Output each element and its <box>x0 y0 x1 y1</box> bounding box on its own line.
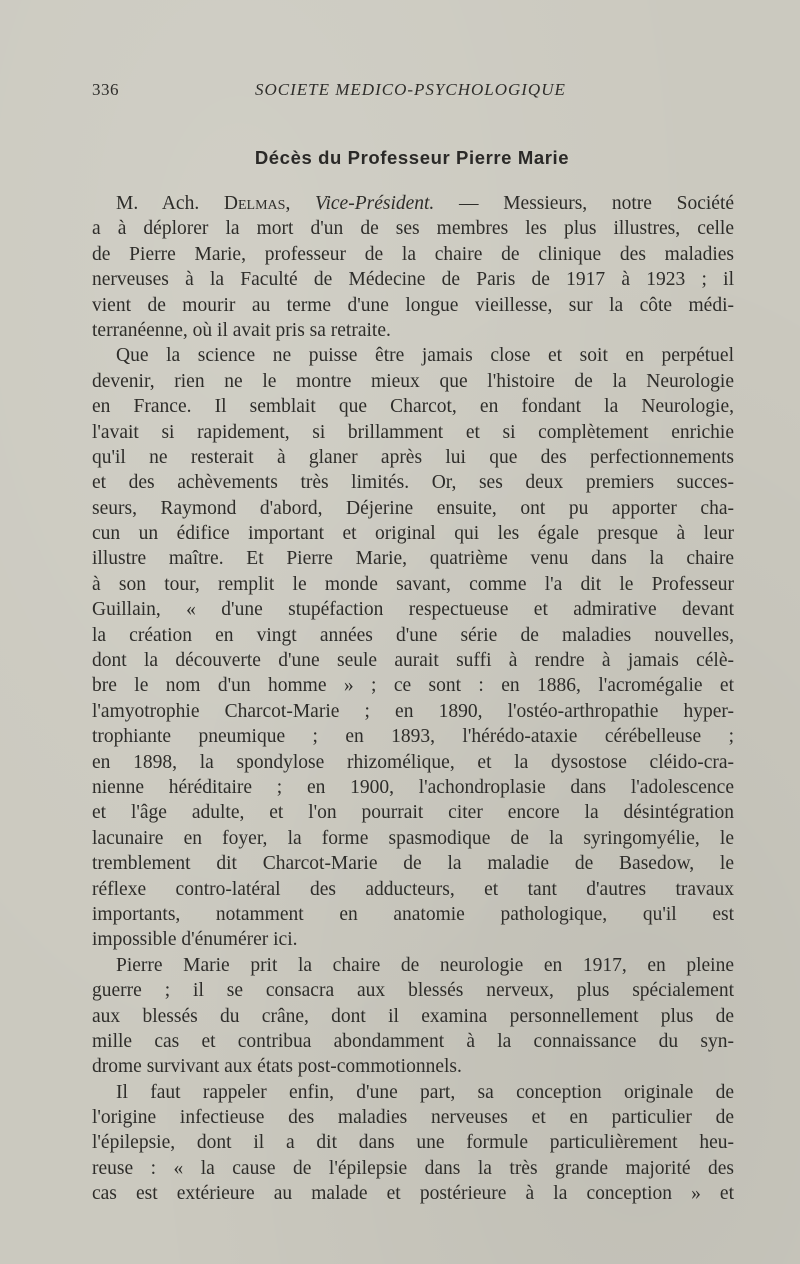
text-line: a à déplorer la mort d'un de ses membres les plus illustres, celle <box>92 218 734 240</box>
text-line: l'épilepsie, dont il a dit dans une formule particulièrement heu- <box>92 1132 734 1154</box>
text-line: aux blessés du crâne, dont il examina personnellement plus de <box>92 1005 734 1027</box>
opening-text: — Messieurs, notre Société <box>434 193 734 214</box>
text-line: à son tour, remplit le monde savant, comme l'a dit le Professeur <box>92 573 734 595</box>
text-line: drome survivant aux états post-commotionnels. <box>92 1056 462 1078</box>
speaker-name: Delmas <box>223 193 286 214</box>
text-line: bre le nom d'un homme » ; ce sont : en 1886, l'acromégalie et <box>92 675 734 697</box>
text-line: et des achèvements très limités. Or, ses deux premiers succes- <box>92 472 734 494</box>
text-line <box>92 191 734 216</box>
text-line: de Pierre Marie, professeur de la chaire de clinique des maladies <box>92 243 734 265</box>
text-line: l'avait si rapidement, si brillamment et si complètement enrichie <box>92 421 734 443</box>
text-line: nienne héréditaire ; en 1900, l'achondroplasie dans l'adolescence <box>92 776 734 798</box>
text-line: importants, notamment en anatomie pathologique, qu'il est <box>92 903 734 925</box>
journal-title: SOCIETE MEDICO-PSYCHOLOGIQUE <box>255 80 566 99</box>
text-line: nerveuses à la Faculté de Médecine de Paris de 1917 à 1923 ; il <box>92 269 734 291</box>
speaker-prefix: M. Ach. <box>116 193 224 214</box>
text-line: impossible d'énumérer ici. <box>92 929 298 951</box>
speaker-role: Vice-Président. <box>315 193 435 214</box>
text-line: réflexe contro-latéral des adducteurs, et tant d'autres travaux <box>92 878 734 900</box>
text-line: Que la science ne puisse être jamais close et soit en perpétuel <box>116 345 734 367</box>
text-line: qu'il ne resterait à glaner après lui que des perfectionnements <box>92 446 734 468</box>
text-line: l'origine infectieuse des maladies nerveuses et en particulier de <box>92 1107 734 1129</box>
text-line: trophiante pneumique ; en 1893, l'hérédo-ataxie cérébelleuse ; <box>92 726 734 748</box>
text-line: seurs, Raymond d'abord, Déjerine ensuite, ont pu apporter cha- <box>92 497 734 519</box>
page-number: 336 <box>92 80 119 99</box>
article-body <box>92 191 734 1207</box>
text-line: en 1898, la spondylose rhizomélique, et la dysostose cléido-cra- <box>92 751 734 773</box>
text-line: l'amyotrophie Charcot-Marie ; en 1890, l'ostéo-arthropathie hyper- <box>92 700 734 722</box>
text-line: Il faut rappeler enfin, d'une part, sa conception originale de <box>116 1081 734 1103</box>
text-line: devenir, rien ne le montre mieux que l'histoire de la Neurologie <box>92 370 734 392</box>
text-line: en France. Il semblait que Charcot, en fondant la Neurologie, <box>92 396 734 418</box>
text-line: terranéenne, où il avait pris sa retraite. <box>92 319 391 341</box>
text-line: guerre ; il se consacra aux blessés nerveux, plus spécialement <box>92 980 734 1002</box>
text-line: reuse : « la cause de l'épilepsie dans la très grande majorité des <box>92 1157 734 1179</box>
article-title: Décès du Professeur Pierre Marie <box>254 147 570 168</box>
text-line: dont la découverte d'une seule aurait suffi à rendre à jamais célè- <box>92 650 734 672</box>
text-line: et l'âge adulte, et l'on pourrait citer encore la désintégration <box>92 802 734 824</box>
running-head <box>92 80 732 106</box>
text-line: illustre maître. Et Pierre Marie, quatrième venu dans la chaire <box>92 548 734 570</box>
text-line: cun un édifice important et original qui les égale presque à leur <box>92 523 734 545</box>
text-line: cas est extérieure au malade et postérieure à la conception » et <box>92 1183 734 1205</box>
text-line: lacunaire en foyer, la forme spasmodique de la syringomyélie, le <box>92 827 734 849</box>
text-line: vient de mourir au terme d'une longue vieillesse, sur la côte médi- <box>92 294 734 316</box>
text-line: la création en vingt années d'une série de maladies nouvelles, <box>92 624 734 646</box>
text-line: tremblement dit Charcot-Marie de la maladie de Basedow, le <box>92 853 734 875</box>
text-line: Pierre Marie prit la chaire de neurologie en 1917, en pleine <box>116 954 734 976</box>
speaker-comma: , <box>285 193 316 214</box>
text-line: mille cas et contribua abondamment à la connaissance du syn- <box>92 1030 734 1052</box>
text-line: Guillain, « d'une stupéfaction respectueuse et admirative devant <box>92 599 734 621</box>
